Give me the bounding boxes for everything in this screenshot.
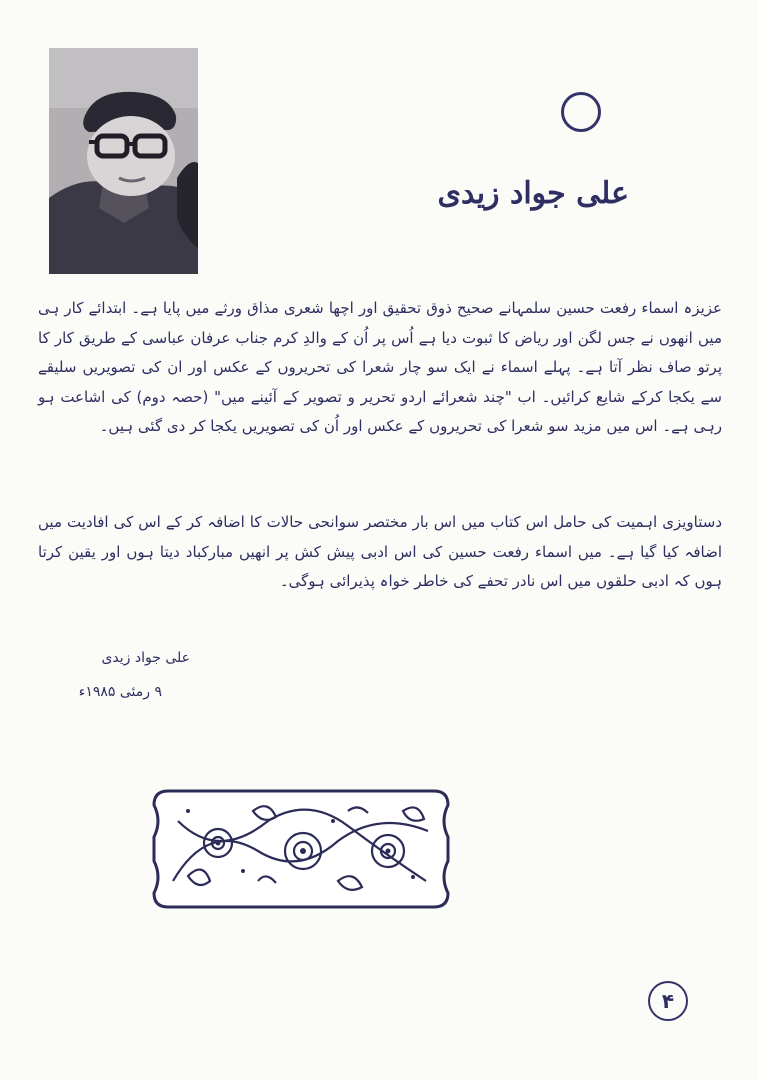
body-paragraph-2: دستاویزی اہمیت کی حامل اس کتاب میں اس بار مختصر سوانحی حالات کا اضافہ کر کے اس کی افادیت میں اضافہ کیا گیا ہے۔ میں اسماء رفعت حسین کی اس ادبی پیش کش پر انھیں مبارکباد دیتا ہوں اور یقین کرتا ہوں کہ ادبی حلقوں میں اس نادر تحفے کی خاطر خواہ پذیرائی ہوگی۔	[38, 513, 722, 590]
portrait-illustration	[49, 48, 198, 274]
decorative-circle-icon	[561, 92, 601, 132]
page-number: ۴	[648, 981, 688, 1021]
page-title: علی جواد زیدی	[437, 176, 629, 211]
author-portrait-photo	[49, 48, 198, 274]
body-paragraph-1: عزیزہ اسماء رفعت حسین سلمہانے صحیح ذوق تحقیق اور اچھا شعری مذاق ورثے میں پایا ہے۔ ابتدائے کار ہی میں انھوں نے جس لگن اور ریاض کا ثبوت دیا ہے اُس پر اُن کے والدِ کرم جناب عرفان عباسی کے طریق کار کا پرتو صاف نظر آتا ہے۔ پہلے اسماء نے ایک سو چار شعرا کی تحریروں کے عکس اور ان کی تصویریں سلیقے سے یکجا کرکے شایع کرائیں۔ اب "چند شعرائے اردو تحریر و تصویر کے آئینے میں" (حصہ دوم) کی اشاعت ہو رہی ہے۔ اس میں مزید سو شعرا کی تحریروں کے عکس اور اُن کی تصویریں یکجا کر دی گئی ہیں۔	[38, 299, 722, 435]
floral-ornament-icon	[148, 781, 454, 916]
signature-date: ۹ رمئی ۱۹۸۵ء	[78, 684, 162, 700]
signature-name: علی جواد زیدی	[101, 650, 190, 666]
